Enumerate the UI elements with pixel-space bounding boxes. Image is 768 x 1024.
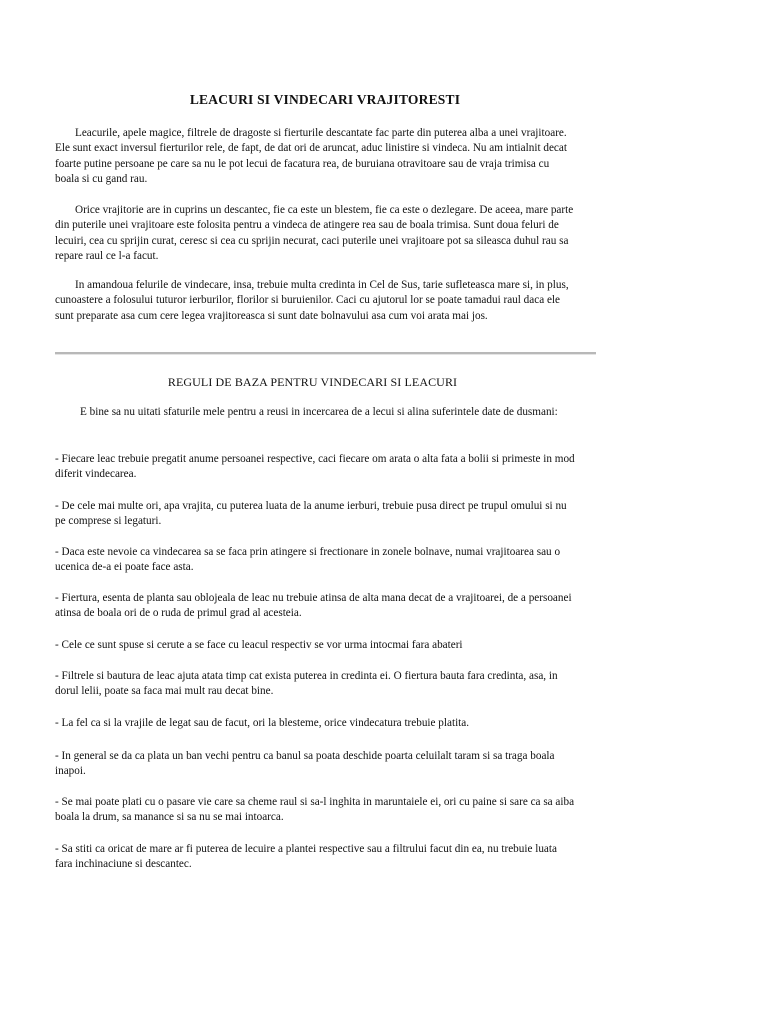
rule-item: - De cele mai multe ori, apa vrajita, cu puterea luata de la anume ierburi, trebuie pusa direct pe trupul omului si nu pe comprese si legaturi. — [55, 500, 567, 528]
rule-item: - Filtrele si bautura de leac ajuta atata timp cat exista puterea in credinta ei. O fiertura bauta fara credinta, asa, in dorul lelii, poate sa faca mai mult rau decat bine. — [55, 670, 558, 698]
rule-item: - Sa stiti ca oricat de mare ar fi puterea de lecuire a plantei respective sau a filtrului facut din ea, nu trebuie luata fara inchinaciune si descantec. — [55, 843, 557, 871]
document-title: LEACURI SI VINDECARI VRAJITORESTI — [189, 92, 461, 107]
section-intro: E bine sa nu uitati sfaturile mele pentru a reusi in incercarea de a lecui si alina suferintele date de dusmani: — [80, 406, 558, 418]
intro-paragraph-3: In amandoua felurile de vindecare, insa, trebuie multa credinta in Cel de Sus, tarie sufleteasca mare si, in plus, cunoastere a folosului tuturor ierburilor, florilor si buruienilor. Caci cu ajutorul lor se poate tamadui raul daca ele sunt preparate asa cum cere legea vrajitoreasca si sunt date bolnavului asa cum voi arata mai jos. — [55, 279, 569, 322]
rule-item: - Fiecare leac trebuie pregatit anume persoanei respective, caci fiecare om arata o alta fata a bolii si primeste in mod diferit vindecarea. — [55, 453, 575, 481]
rule-item: - Se mai poate plati cu o pasare vie care sa cheme raul si sa-l inghita in maruntaiele ei, ori cu paine si sare ca sa aiba boala la drum, sa manance si sa nu se mai intoarca. — [55, 796, 575, 824]
intro-paragraph-1: Leacurile, apele magice, filtrele de dragoste si fierturile descantate fac parte din puterea alba a unei vrajitoare. Ele sunt exact inversul fierturilor rele, de fapt, de dat ori de aruncat, aduc linistire si vindeca. Nu am intialnit decat foarte putine persoane pe care sa nu le pot lecui de facatura rea, de buruiana otravitoare sau de vraja trimisa cu boala si cu gand rau. — [55, 127, 567, 186]
intro-paragraph-2: Orice vrajitorie are in cuprins un descantec, fie ca este un blestem, fie ca este o dezlegare. De aceea, mare parte din puterile unei vrajitoare este folosita pentru a vindeca de atingere rea sau de boala trimisa. Sunt doua feluri de lecuiri, cea cu sprijin curat, ceresc si cea cu sprijin necurat, caci puterile unei vrajitoare pot sa sileasca duhul rau sa repare raul ce l-a facut. — [55, 204, 574, 263]
rule-item: - In general se da ca plata un ban vechi pentru ca banul sa poata deschide poarta celuilalt taram si sa traga boala inapoi. — [55, 750, 555, 778]
rule-item: - Daca este nevoie ca vindecarea sa se faca prin atingere si frectionare in zonele bolnave, numai vrajitoarea sau o ucenica de-a ei poate face asta. — [55, 546, 561, 574]
rule-item: - Cele ce sunt spuse si cerute a se face cu leacul respectiv se vor urma intocmai fara abateri — [55, 639, 463, 651]
rule-item: - La fel ca si la vrajile de legat sau de facut, ori la blesteme, orice vindecatura trebuie platita. — [55, 717, 470, 729]
section-divider — [55, 352, 596, 355]
section-title: REGULI DE BAZA PENTRU VINDECARI SI LEACURI — [167, 375, 458, 389]
rule-item: - Fiertura, esenta de planta sau oblojeala de leac nu trebuie atinsa de alta mana decat de a vrajitoarei, de a persoanei atinsa de boala ori de o ruda de primul grad al acesteia. — [55, 592, 572, 620]
